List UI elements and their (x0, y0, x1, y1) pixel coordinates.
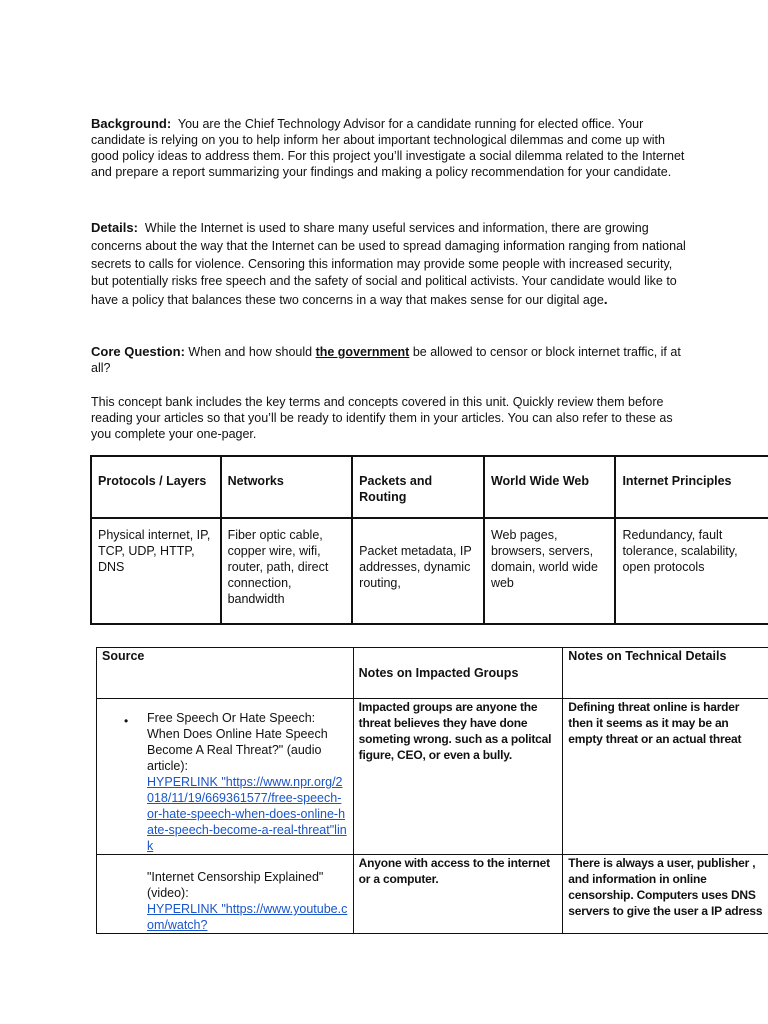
concept-terms-www: Web pages, browsers, servers, domain, world wide web (484, 518, 616, 624)
background-label: Background: (91, 116, 172, 131)
concept-terms-networks: Fiber optic cable, copper wire, wifi, router, path, direct connection, bandwidth (221, 518, 353, 624)
header-impacted-groups: Notes on Impacted Groups (353, 648, 563, 699)
details-end: . (603, 291, 608, 308)
concept-bank-table (90, 455, 768, 625)
core-question-after: be allowed to censor or block internet traffic, if at all? (91, 345, 681, 375)
source-link[interactable]: HYPERLINK "https://www.npr.org/2018/11/19/669361577/free-speech-or-hate-speech-when-does-online-hate-speech-become-a-real-threat"link (147, 775, 347, 853)
source-title: Free Speech Or Hate Speech: When Does Online Hate Speech Become A Real Threat?" (audio article): (147, 711, 328, 773)
header-technical-details: Notes on Technical Details (563, 648, 768, 699)
concept-terms-packets: Packet metadata, IP addresses, dynamic routing, (352, 518, 484, 624)
technical-details-note: Defining threat online is harder then it seems as it may be an empty threat or an actual threat (563, 699, 768, 855)
concept-terms-principles: Redundancy, fault tolerance, scalability, open protocols (615, 518, 768, 624)
source-cell (97, 855, 354, 934)
core-question-before: When and how should (188, 345, 313, 359)
concept-header-networks: Networks (221, 456, 353, 518)
source-cell (97, 699, 354, 855)
details-text: While the Internet is used to share many useful services and information, there are growing concerns about the way that the Internet can be used to spread damaging information ranging from national secrets to calls for violence. Censoring this information may provide some people with increased security, but potentially risks free speech and the safety of social and political activists. Your candidate would like to have a policy that balances these two concerns in a way that makes sense for our digital age (91, 221, 686, 308)
concept-bank-header-row (91, 456, 768, 518)
technical-details-note: There is always a user, publisher , and information in online censorship. Computers uses DNS servers to give the user a IP adress (563, 855, 768, 934)
concept-header-protocols: Protocols / Layers (91, 456, 221, 518)
concept-terms-protocols: Physical internet, IP, TCP, UDP, HTTP, DNS (91, 518, 221, 624)
sources-table (96, 647, 768, 934)
core-question-emphasis: the government (315, 345, 410, 359)
background-text: You are the Chief Technology Advisor for a candidate running for elected office. Your candidate is relying on you to help inform her about important technological dilemmas and come up with good policy ideas to address them. For this project you’ll investigate a social dilemma related to the Internet and prepare a report summarizing your findings and making a policy recommendation for your candidate. (91, 117, 685, 179)
concept-header-www: World Wide Web (484, 456, 616, 518)
source-title: "Internet Censorship Explained" (video): (147, 870, 324, 900)
bullet-icon: • (124, 714, 129, 728)
sources-header-row (97, 648, 768, 699)
background-paragraph (91, 116, 691, 180)
details-label: Details: (91, 220, 138, 235)
concept-bank-terms-row (91, 518, 768, 624)
concept-bank-intro: This concept bank includes the key terms and concepts covered in this unit. Quickly review them before reading your articles so that you’ll be ready to identify them in your articles. You can also refer to these as you complete your one-pager. (91, 395, 673, 441)
details-paragraph (91, 219, 691, 310)
table-row (97, 855, 768, 934)
concept-header-principles: Internet Principles (615, 456, 768, 518)
header-source: Source (97, 648, 354, 699)
core-question-paragraph (91, 344, 691, 376)
impacted-groups-note: Anyone with access to the internet or a computer. (353, 855, 563, 934)
core-question-label: Core Question: (91, 344, 185, 359)
source-link[interactable]: HYPERLINK "https://www.youtube.com/watch? (147, 902, 348, 932)
concept-header-packets: Packets and Routing (352, 456, 484, 518)
table-row (97, 699, 768, 855)
impacted-groups-note: Impacted groups are anyone the threat believes they have done someting wrong. such as a politcal figure, CEO, or even a bully. (353, 699, 563, 855)
